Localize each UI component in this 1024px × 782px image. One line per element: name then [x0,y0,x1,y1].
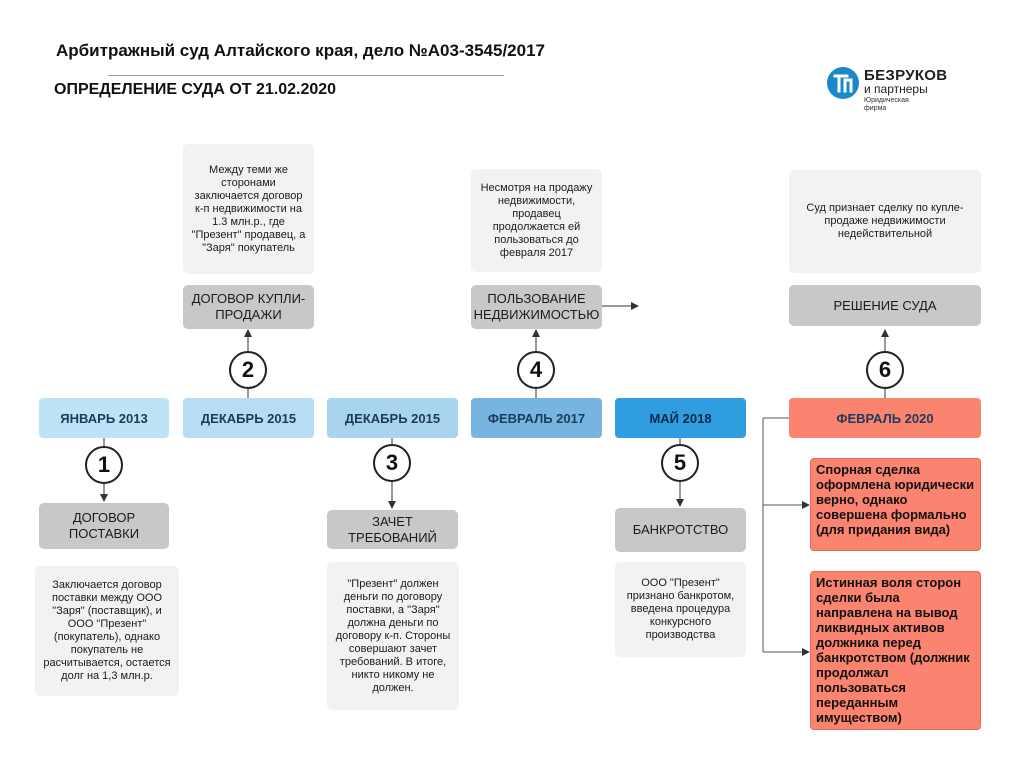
event-bankruptcy: БАНКРОТСТВО [615,508,746,552]
date-may-2018 [615,398,746,438]
note-supply-contract: Заключается договор поставки между ООО "Заря" (поставщик), и ООО "Презент"(покупатель), однако покупатель не расчитывается, остается долг на 1,3 млн.р. [35,566,179,696]
event-court-decision: РЕШЕНИЕ СУДА [789,285,981,326]
event-supply-contract: ДОГОВОР ПОСТАВКИ [39,503,169,549]
note-set-off: "Презент" должен деньги по договору поставки, а "Заря" должна деньги по договору к-п. Стороны совершают зачет требований. В итоге, никто никому не должен. [327,562,459,710]
date-label: ФЕВРАЛЬ 2017 [487,410,586,426]
logo-subtitle: и партнеры [864,82,928,96]
case-title: Арбитражный суд Алтайского края, дело №А03-3545/2017 [56,41,545,60]
date-label: МАЙ 2018 [649,410,712,426]
date-label: ЯНВАРЬ 2013 [60,410,148,426]
date-jan-2013 [39,398,169,438]
logo-tagline: Юридическая фирма [864,97,909,112]
logo-name: БЕЗРУКОВ [864,67,948,84]
step-4-badge: 4 [517,351,555,389]
event-set-off: ЗАЧЕТ ТРЕБОВАНИЙ [327,510,458,549]
note-court-decision: Суд признает сделку по купле-продаже недвижимости недействительной [789,170,981,273]
date-dec-2015-b [327,398,458,438]
date-feb-2020 [789,398,981,438]
date-label: ДЕКАБРЬ 2015 [200,410,297,426]
conclusion-formal-deal: Спорная сделка оформлена юридически верно, однако совершена формально (для придания вида) [810,458,981,551]
note-sale-contract: Между теми же сторонами заключается договор к-п недвижимости на 1.3 млн.р., где "Презент" продавец, а "Заря" покупатель [183,144,314,274]
date-dec-2015-a [183,398,314,438]
step-5-badge: 5 [661,444,699,482]
date-feb-2017 [471,398,602,438]
conclusion-true-intent: Истинная воля сторон сделки была направлена на вывод ликвидных активов должника перед банкротством (должник продолжал пользоваться переданным имуществом) [810,571,981,730]
step-3-badge: 3 [373,444,411,482]
event-property-use: ПОЛЬЗОВАНИЕ НЕДВИЖИМОСТЬЮ [471,285,602,329]
event-sale-contract: ДОГОВОР КУПЛИ-ПРОДАЖИ [183,285,314,329]
step-2-badge: 2 [229,351,267,389]
step-6-badge: 6 [866,351,904,389]
date-label: ДЕКАБРЬ 2015 [344,410,441,426]
date-label: ФЕВРАЛЬ 2020 [836,410,934,426]
ruling-title: ОПРЕДЕЛЕНИЕ СУДА ОТ 21.02.2020 [54,81,337,98]
step-1-badge: 1 [85,446,123,484]
note-bankruptcy: ООО "Презент" признано банкротом, введена процедура конкурсного производства [615,562,746,657]
note-property-use: Несмотря на продажу недвижимости, продавец продолжается ей пользоваться до февраля 2017 [471,169,602,272]
